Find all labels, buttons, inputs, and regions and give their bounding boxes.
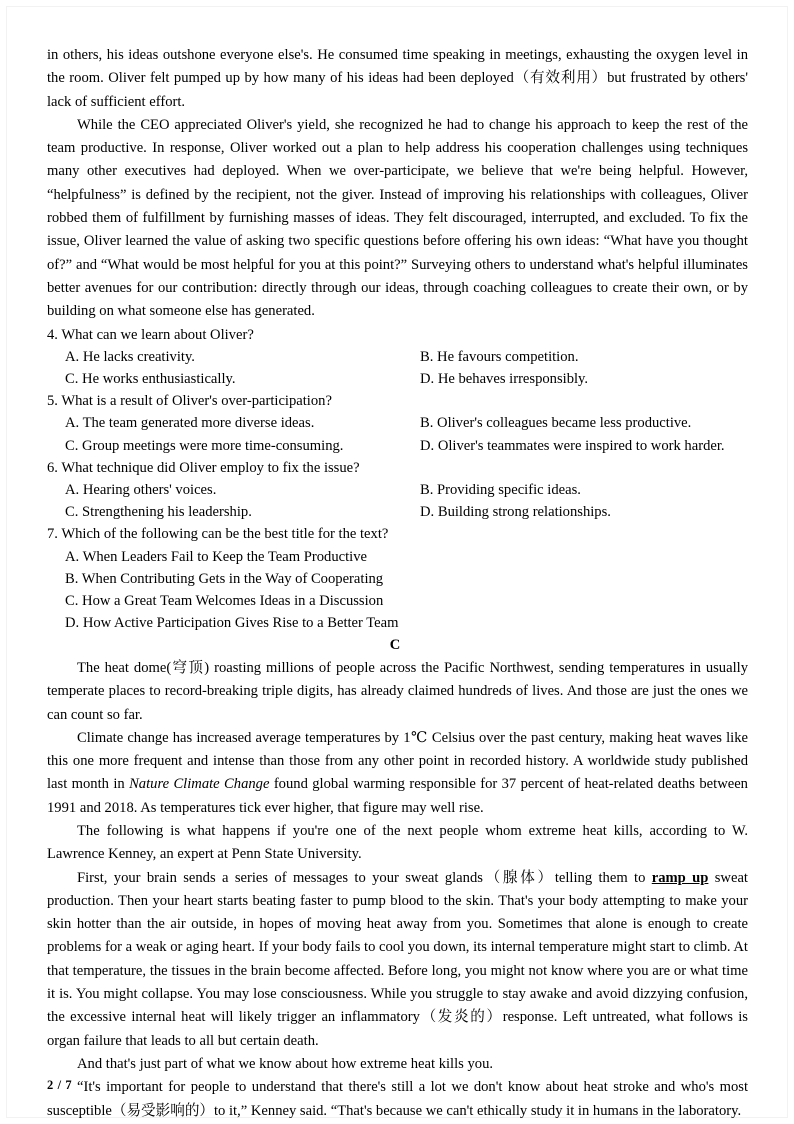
question-7-option-a[interactable]: A. When Leaders Fail to Keep the Team Productive	[65, 548, 367, 565]
question-6-option-d[interactable]: D. Building strong relationships.	[420, 504, 611, 521]
question-6-option-b[interactable]: B. Providing specific ideas.	[420, 481, 581, 498]
question-4-stem: 4. What can we learn about Oliver?	[47, 326, 254, 343]
question-4-option-d[interactable]: D. He behaves irresponsibly.	[420, 370, 589, 387]
section-label-c: C	[389, 637, 401, 654]
passage-c-paragraph-3: The following is what happens if you're one of the next people whom extreme heat kills, according to W. Lawrence Kenney, an expert at Penn State University.	[47, 822, 748, 863]
question-4-option-row-2	[65, 368, 748, 390]
question-4	[47, 324, 748, 391]
passage-c-p2-text-before: Climate change has increased average temperatures by 1℃ Celsius over the past century, making heat waves like this one more frequent and intense than those from any other point in recorded history. A worldwide study published last month in	[47, 729, 748, 793]
passage-c-paragraph-2	[47, 727, 748, 820]
passage-c-paragraph-6: “It's important for people to understand that there's still a lot we don't know about heat stroke and who's most susceptible（易受影响的）to it,” Kenney said. “That's because we can't ethically study it in humans in the laboratory.	[47, 1079, 748, 1119]
question-6-stem: 6. What technique did Oliver employ to fix the issue?	[47, 459, 360, 476]
question-6-option-a[interactable]: A. Hearing others' voices.	[65, 481, 217, 498]
question-7-option-d[interactable]: D. How Active Participation Gives Rise to a Better Team	[65, 615, 399, 632]
question-4-option-row-1	[65, 346, 748, 368]
question-4-option-c[interactable]: C. He works enthusiastically.	[65, 370, 236, 387]
passage-c-p4-text-before: First, your brain sends a series of messages to your sweat glands（腺体）telling them to	[77, 869, 652, 886]
question-6-option-row-1	[65, 479, 748, 501]
question-7	[47, 523, 748, 634]
question-5-option-d[interactable]: D. Oliver's teammates were inspired to work harder.	[420, 437, 725, 454]
question-7-option-c[interactable]: C. How a Great Team Welcomes Ideas in a Discussion	[65, 593, 384, 609]
passage-c-p2-text-after: found global warming responsible for 37 percent of heat-related deaths between 1991 and 2018. As temperatures tick ever higher, that figure may well rise.	[47, 776, 748, 816]
question-5-option-row-1	[65, 412, 748, 434]
question-5-option-b[interactable]: B. Oliver's colleagues became less productive.	[420, 415, 692, 432]
passage-c-paragraph-5: And that's just part of what we know about how extreme heat kills you.	[77, 1055, 494, 1072]
question-6-option-row-2	[65, 501, 748, 523]
question-5-stem: 5. What is a result of Oliver's over-participation?	[47, 393, 332, 410]
question-5-options	[47, 412, 748, 456]
question-6-option-c[interactable]: C. Strengthening his leadership.	[65, 504, 252, 521]
passage-b-paragraph-1: in others, his ideas outshone everyone else's. He consumed time speaking in meetings, exhausting the oxygen level in the room. Oliver felt pumped up by how many of his ideas had been deployed（有效利用）but frustrated by others' lack of sufficient effort.	[47, 47, 748, 110]
question-5-option-row-2	[65, 435, 748, 457]
question-6-options	[47, 479, 748, 523]
question-4-option-b[interactable]: B. He favours competition.	[420, 348, 579, 365]
question-7-option-b[interactable]: B. When Contributing Gets in the Way of Cooperating	[65, 570, 384, 587]
passage-c-p4-text-after: sweat production. Then your heart starts beating faster to pump blood to the skin. That's your body attempting to make your skin hotter than the air outside, in hopes of moving heat away from you. Sometimes that alone is enough to create problems for a weak or aging heart. If your body fails to cool you down, its internal temperature might start to climb. At that temperature, the tissues in the brain become affected. Before long, you might not know where you are or what time it is. You might collapse. You may lose consciousness. While you struggle to stay awake and avoid dizzying confusion, the excessive internal heat will likely trigger an inflammatory（发炎的）response. Left untreated, what follows is organ failure that leads to all but certain death.	[47, 869, 748, 1049]
question-6	[47, 457, 748, 524]
page-content	[47, 44, 748, 1123]
passage-c-paragraph-1: The heat dome(穹顶) roasting millions of people across the Pacific Northwest, sending temperatures in usually temperate places to record-breaking triple digits, has already claimed hundreds of lives. And those are just the ones we can count so far.	[47, 659, 748, 723]
page-footer: 2 / 7	[47, 1078, 73, 1092]
question-5-option-a[interactable]: A. The team generated more diverse ideas.	[65, 415, 315, 432]
question-4-options	[47, 346, 748, 390]
passage-c-paragraph-4	[47, 867, 748, 1053]
question-5	[47, 390, 748, 457]
question-4-option-a[interactable]: A. He lacks creativity.	[65, 348, 195, 365]
highlighted-phrase-ramp-up: ramp up	[651, 869, 709, 886]
question-7-stem: 7. Which of the following can be the best title for the text?	[47, 526, 389, 543]
journal-title: Nature Climate Change	[129, 776, 270, 793]
passage-b-paragraph-2: While the CEO appreciated Oliver's yield, she recognized he had to change his approach to keep the rest of the team productive. In response, Oliver worked out a plan to help address his cooperation challenges using techniques many other executives had deployed. When we over-participate, we believe that we're being helpful. However, “helpfulness” is defined by the recipient, not the giver. Instead of improving his relationships with colleagues, Oliver robbed them of fulfillment by furnishing masses of ideas. They felt discouraged, interrupted, and excluded. To fix the issue, Oliver learned the value of asking two specific questions before offering his own ideas: “What have you thought of?” and “What would be most helpful for you at this point?” Surveying others to understand what's helpful illuminates better avenues for our contribution: directly through our ideas, through coaching colleagues to create their own, or by building on what someone else has generated.	[47, 116, 748, 320]
question-5-option-c[interactable]: C. Group meetings were more time-consuming.	[65, 437, 344, 454]
